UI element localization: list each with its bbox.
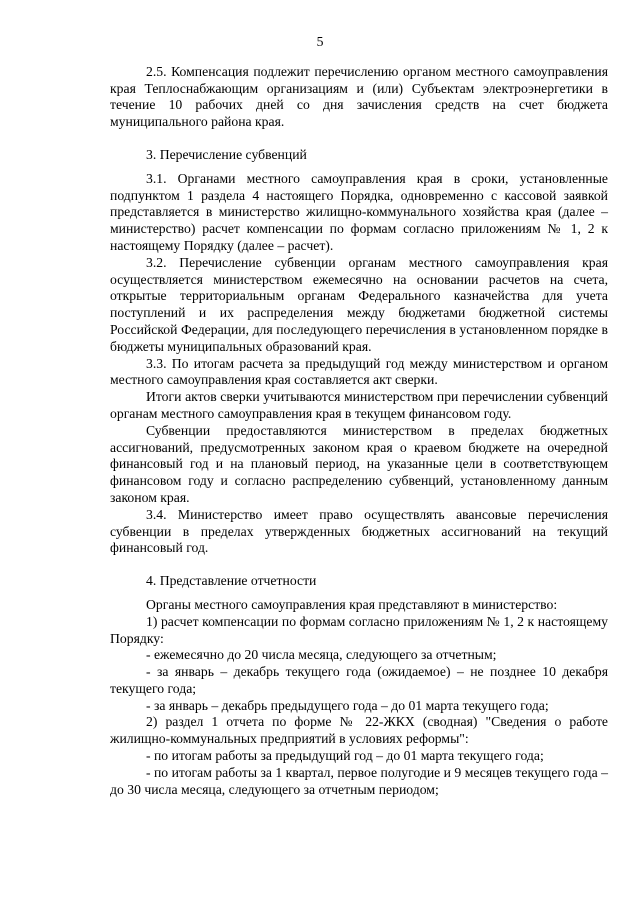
paragraph-3-1: 3.1. Органами местного самоуправления края в сроки, установленные подпунктом 1 раздела 4 настоящего Порядка, одновременно с кассовой заявкой представляется в министерство жилищно-коммунального хозяйства края (далее – министерство) расчет компенсации по формам согласно приложениям № 1, 2 к настоящему Порядку (далее – расчет). xyxy=(110,170,608,253)
paragraph-subventions: Субвенции предоставляются министерством в пределах бюджетных ассигнований, предусмотренных законом края о краевом бюджете на очередной финансовый год и на плановый период, на указанные цели в соответствующем финансовом году и согласно распределению субвенций, установленному данным законом края. xyxy=(110,422,608,505)
section-heading-3: 3. Перечисление субвенций xyxy=(146,146,307,162)
list-item-1: 1) расчет компенсации по формам согласно приложениям № 1, 2 к настоящему Порядку: xyxy=(110,613,608,646)
page-number: 5 xyxy=(316,34,324,49)
paragraph-4-intro: Органы местного самоуправления края представляют в министерство: xyxy=(146,596,558,612)
list-item-1-previous-year: - за январь – декабрь предыдущего года – до 01 марта текущего года; xyxy=(146,697,549,713)
list-item-2: 2) раздел 1 отчета по форме № 22-ЖКХ (сводная) "Сведения о работе жилищно-коммунальных предприятий в условиях реформы": xyxy=(110,714,608,747)
list-item-1-expected: - за январь – декабрь текущего года (ожидаемое) – не позднее 10 декабря текущего года; xyxy=(110,664,608,696)
paragraph-reconciliation: Итоги актов сверки учитываются министерством при перечислении субвенций органам местного самоуправления края в текущем финансовом году. xyxy=(110,389,608,421)
list-item-1-monthly: - ежемесячно до 20 числа месяца, следующего за отчетным; xyxy=(146,647,497,663)
list-item-2-previous-year: - по итогам работы за предыдущий год – до 01 марта текущего года; xyxy=(146,748,544,764)
paragraph-3-2: 3.2. Перечисление субвенции органам местного самоуправления края осуществляется министерством ежемесячно на основании расчетов на счета, открытые территориальным органам Федерального казначейства для учета поступлений и их распределения между бюджетами бюджетной системы Российской Федерации, для последующего перечисления в установленном порядке в бюджеты муниципальных образований края. xyxy=(110,254,608,354)
list-item-2-quarterly: - по итогам работы за 1 квартал, первое полугодие и 9 месяцев текущего года – до 30 числа месяца, следующего за отчетным периодом; xyxy=(110,764,608,797)
section-heading-4: 4. Представление отчетности xyxy=(146,573,317,589)
paragraph-3-3: 3.3. По итогам расчета за предыдущий год между министерством и органом местного самоуправления края составляется акт сверки. xyxy=(110,355,608,388)
paragraph-2-5: 2.5. Компенсация подлежит перечислению органом местного самоуправления края Теплоснабжающим организациям и (или) Субъектам электроэнергетики в течение 10 рабочих дней со дня зачисления средств на счет бюджета муниципального района края. xyxy=(110,63,608,130)
paragraph-3-4: 3.4. Министерство имеет право осуществлять авансовые перечисления субвенции в пределах утвержденных бюджетных ассигнований на текущий финансовый год. xyxy=(110,506,608,556)
